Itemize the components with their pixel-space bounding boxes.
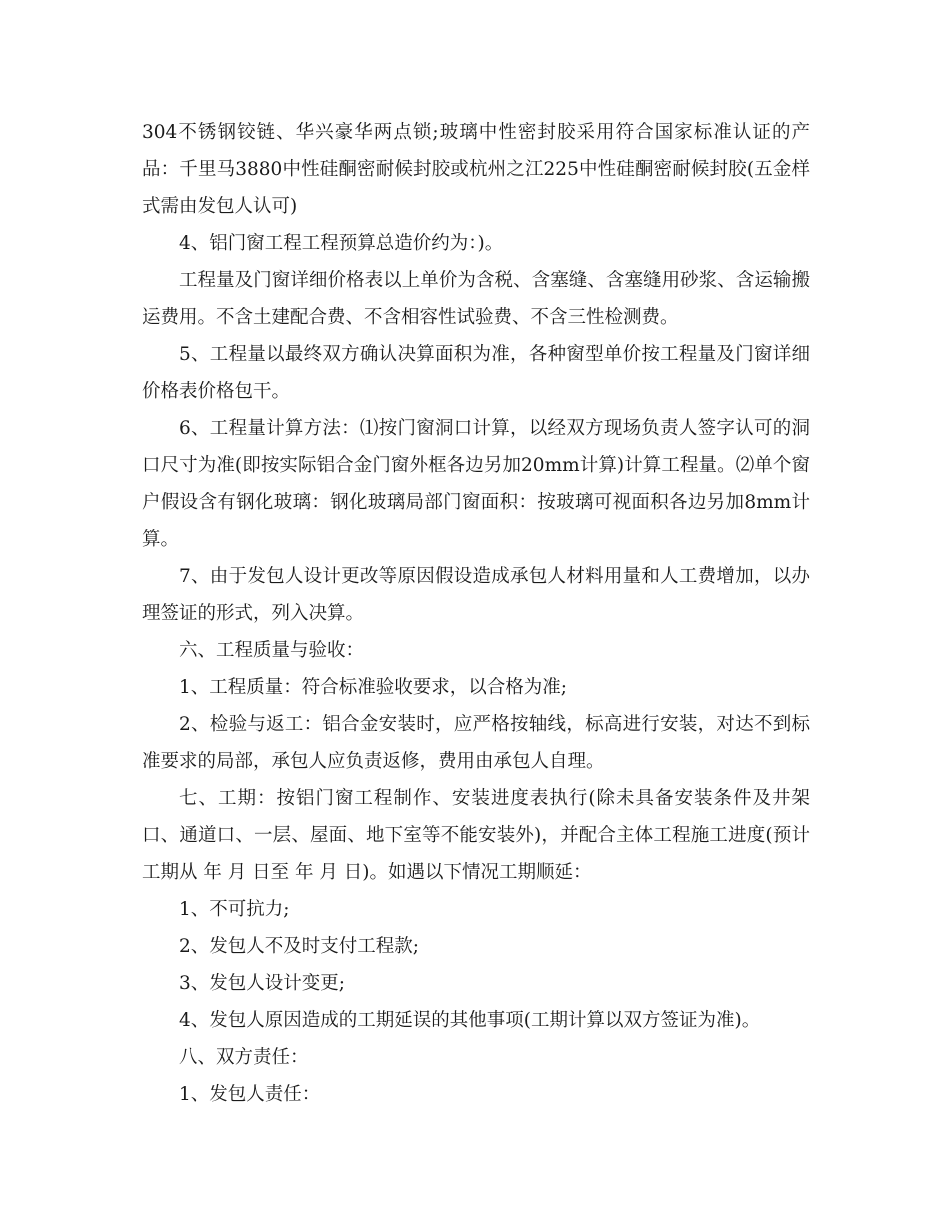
paragraph-settlement-area: 5、工程量以最终双方确认决算面积为准，各种窗型单价按工程量及门窗详细价格表价格包干。 xyxy=(142,344,810,402)
section-heading-quality: 六、工程质量与验收： xyxy=(179,640,365,661)
paragraph-inspection: 2、检验与返工：铝合金安装时，应严格按轴线，标高进行安装，对达不到标准要求的局部，承包人应负责返修，费用由承包人自理。 xyxy=(142,714,810,772)
section-heading-schedule: 七、工期：按铝门窗工程制作、安装进度表执行(除未具备安装条件及井架口、通道口、一层、屋面、地下室等不能安装外)，并配合主体工程施工进度(预计工期从 年 月 日至 年 月 日)。如遇以下情况工期顺延： xyxy=(142,788,810,883)
paragraph-calculation-method: 6、工程量计算方法：⑴按门窗洞口计算，以经双方现场负责人签字认可的洞口尺寸为准(即按实际铝合金门窗外框各边另加20mm计算)计算工程量。⑵单个窗户假设含有钢化玻璃：钢化玻璃局部门窗面积：按玻璃可视面积各边另加8mm计算。 xyxy=(142,418,810,550)
section-heading-responsibilities: 八、双方责任： xyxy=(179,1047,309,1068)
paragraph-total-price: 4、铝门窗工程工程预算总造价约为：)。 xyxy=(179,233,504,254)
paragraph-price-table: 工程量及门窗详细价格表以上单价为含税、含塞缝、含塞缝用砂浆、含运输搬运费用。不含土建配合费、不含相容性试验费、不含三性检测费。 xyxy=(142,270,810,328)
document-page xyxy=(142,114,810,1113)
list-item-payment: 2、发包人不及时支付工程款; xyxy=(179,936,420,957)
subsection-heading-employer: 1、发包人责任： xyxy=(179,1084,321,1105)
list-item-force-majeure: 1、不可抗力; xyxy=(179,899,290,920)
list-item-other-delays: 4、发包人原因造成的工期延误的其他事项(工期计算以双方签证为准)。 xyxy=(179,1010,761,1031)
paragraph-quality: 1、工程质量：符合标准验收要求，以合格为准; xyxy=(179,677,568,698)
paragraph-hardware-sealant: 304不锈钢铰链、华兴豪华两点锁;玻璃中性密封胶采用符合国家标准认证的产品：千里马3880中性硅酮密耐候封胶或杭州之江225中性硅酮密耐候封胶(五金样式需由发包人认可) xyxy=(142,122,810,217)
paragraph-design-change: 7、由于发包人设计更改等原因假设造成承包人材料用量和人工费增加，以办理签证的形式，列入决算。 xyxy=(142,566,810,624)
list-item-design-change: 3、发包人设计变更; xyxy=(179,973,346,994)
